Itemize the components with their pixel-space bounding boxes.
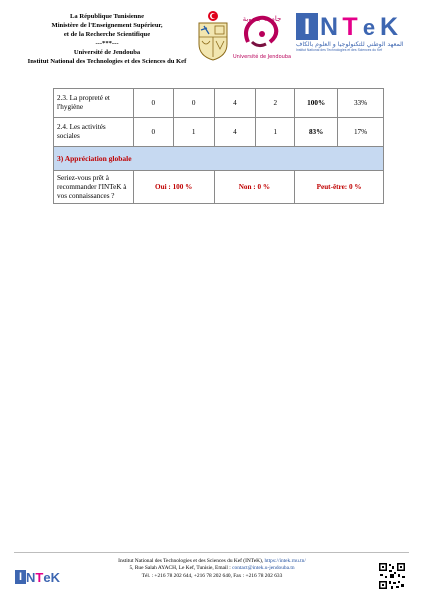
rate-cell: 33%	[338, 89, 384, 118]
table-row	[54, 89, 384, 118]
footer-institution: Institut National des Technologies et des Sciences du Kef (INTeK),	[118, 558, 265, 564]
rate-cell: 17%	[338, 118, 384, 147]
footer-phone: Tél. : +216 78 202 644, +216 78 202 640, Fax : +216 78 202 633	[141, 572, 283, 579]
intek-arabic-name: المعهد الوطني للتكنولوجيا و العلوم بالكاف	[296, 41, 404, 48]
logo-caption-text: Université de Jendouba	[232, 54, 292, 60]
header-line: Ministère de l'Enseignement Supérieur,	[51, 22, 163, 30]
footer-line-2	[72, 565, 352, 572]
intek-letter: K	[379, 13, 399, 41]
value-cell: 4	[214, 118, 256, 147]
header-line: Université de Jendouba	[73, 49, 141, 57]
answer-yes-cell: Oui : 100 %	[133, 171, 214, 204]
value-cell: 0	[173, 89, 214, 118]
header-line: ---***---	[95, 40, 119, 48]
intek-letter: T	[342, 13, 358, 41]
footer-intek-logo	[15, 566, 69, 588]
intek-letter: T	[35, 569, 44, 585]
value-cell: 4	[214, 89, 256, 118]
intek-letter: e	[362, 15, 376, 40]
satisfaction-cell: 100%	[295, 89, 338, 118]
intek-letter: I	[15, 570, 26, 584]
intek-letter: I	[296, 13, 318, 40]
logo-arabic-text: جامعة جندوبة	[242, 15, 282, 23]
universite-jendouba-logo	[232, 12, 292, 62]
intek-french-name: Institut National des Technologies et des Sciences du Kef	[296, 48, 383, 52]
value-cell: 1	[256, 118, 295, 147]
value-cell: 2	[256, 89, 295, 118]
intek-wordmark	[296, 12, 408, 40]
table-row	[54, 118, 384, 147]
question-cell: Seriez-vous prêt à recommander l'INTeK à vos connaissances ?	[54, 171, 134, 204]
header-line: Institut National des Technologies et des Sciences du Kef	[27, 58, 187, 66]
table-row	[54, 171, 384, 204]
answer-maybe-cell: Peut-être: 0 %	[295, 171, 384, 204]
value-cell: 0	[133, 118, 173, 147]
footer-address: 5, Rue Salah AYACH, Le Kef, Tunisie, Email :	[129, 565, 233, 572]
intek-letter: K	[50, 569, 60, 585]
survey-results-table	[53, 88, 384, 204]
footer-divider	[14, 552, 409, 553]
section-title: 3) Appréciation globale	[54, 147, 384, 171]
header-line: La République Tunisienne	[69, 13, 145, 20]
satisfaction-cell: 83%	[295, 118, 338, 147]
email-link[interactable]: contact@intek.u-jendouba.tn	[232, 565, 295, 572]
qr-code-icon	[378, 562, 406, 590]
header-line: et de la Recherche Scientifique	[63, 31, 151, 39]
section-header-row	[54, 147, 384, 171]
intek-logo	[296, 12, 408, 58]
question-cell: 2.4. Les activités sociales	[54, 118, 134, 147]
institution-header	[14, 12, 200, 67]
question-cell: 2.3. La propreté et l'hygiène	[54, 89, 134, 118]
intek-letter: N	[26, 569, 36, 585]
intek-letter: e	[43, 569, 51, 585]
intek-letter: N	[319, 13, 339, 41]
tunisia-coat-of-arms-logo	[193, 10, 233, 62]
value-cell: 0	[133, 89, 173, 118]
value-cell: 1	[173, 118, 214, 147]
answer-no-cell: Non : 0 %	[214, 171, 295, 204]
footer-contact	[72, 558, 352, 580]
website-link[interactable]: https://intek.rnu.tn/	[264, 558, 306, 564]
